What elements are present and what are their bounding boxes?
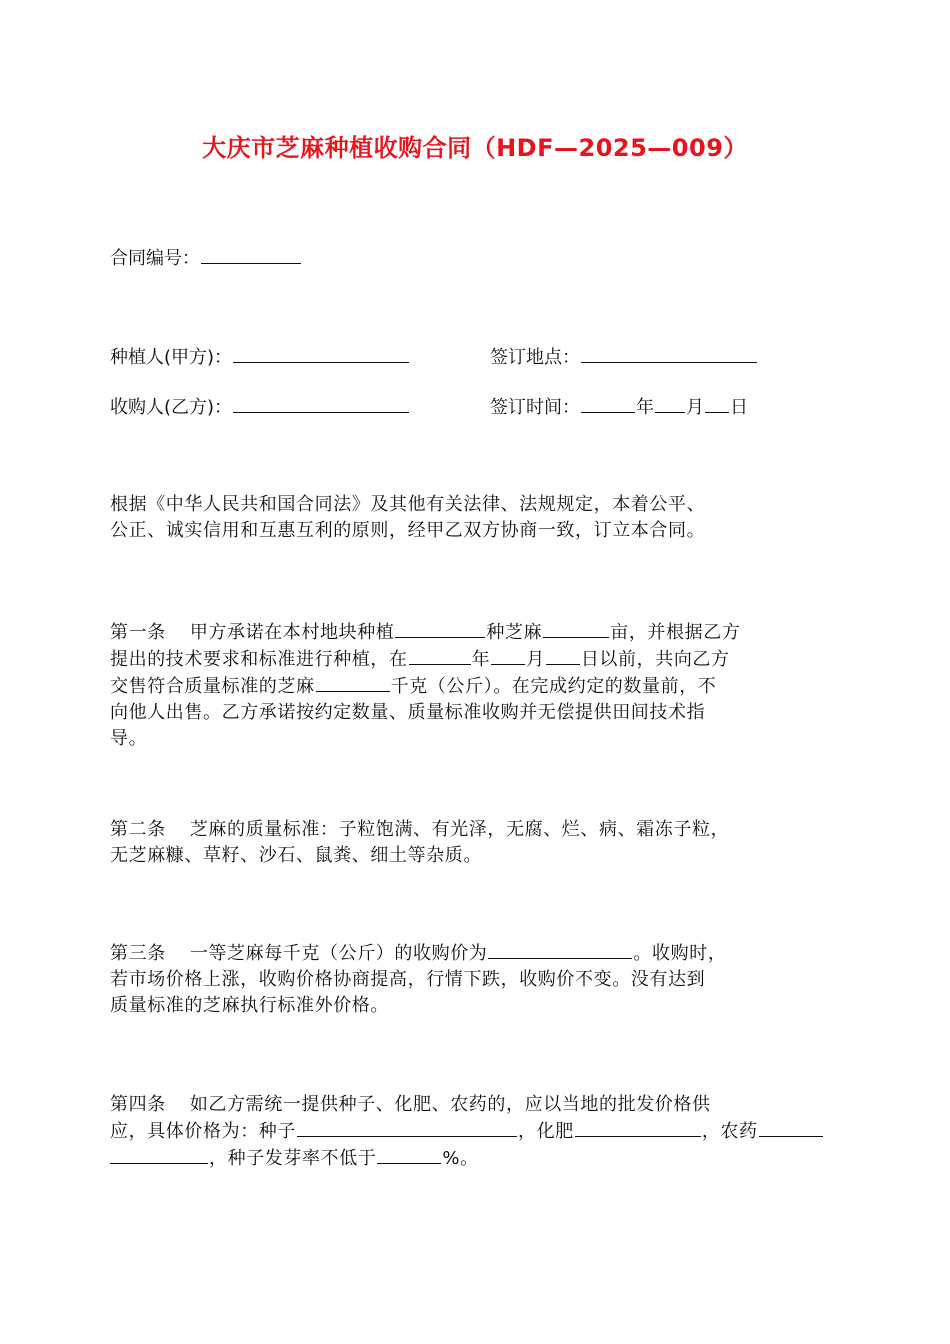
article-1-text: 月 (526, 649, 545, 670)
article-1-text: 日以前，共向乙方 (580, 649, 730, 670)
preamble-paragraph (110, 492, 842, 544)
article-3-text: 。收购时， (633, 943, 727, 964)
article-1-line-1 (110, 619, 842, 646)
month-label: 月 (686, 397, 704, 418)
area-blank[interactable] (543, 619, 609, 638)
article-3 (110, 940, 842, 1019)
article-1-text: 提出的技术要求和标准进行种植，在 (110, 649, 408, 670)
article-1-text: 亩，并根据乙方 (610, 622, 741, 643)
article-1-line-4: 向他人出售。乙方承诺按约定数量、质量标准收购并无偿提供田间技术指 (110, 702, 706, 723)
article-1-label: 第一条 (110, 622, 166, 643)
article-4-line-2 (110, 1118, 842, 1145)
sign-day-blank[interactable] (705, 394, 729, 413)
sign-time-label: 签订时间： (490, 397, 580, 418)
article-1-text: 年 (471, 649, 491, 670)
article-1-text: 交售符合质量标准的芝麻 (110, 676, 315, 697)
delivery-year-blank[interactable] (409, 646, 471, 665)
delivery-day-blank[interactable] (546, 646, 580, 665)
article-1 (110, 619, 842, 752)
article-3-label: 第三条 (110, 943, 166, 964)
quantity-blank[interactable] (316, 673, 390, 692)
variety-blank[interactable] (395, 619, 485, 638)
article-1-text: 千克（公斤）。在完成约定的数量前，不 (390, 676, 717, 697)
article-2-text: 芝麻的质量标准：子粒饱满、有光泽，无腐、烂、病、霜冻子粒， (189, 819, 730, 840)
seed-price-blank[interactable] (297, 1118, 517, 1137)
sign-year-blank[interactable] (581, 394, 635, 413)
article-2-line-1 (110, 817, 842, 843)
year-label: 年 (636, 397, 654, 418)
planter-label: 种植人(甲方)： (110, 347, 233, 368)
article-4-text: ，化肥 (518, 1121, 574, 1142)
article-2-line-2: 无芝麻糠、草籽、沙石、鼠粪、细土等杂质。 (110, 845, 482, 866)
pesticide-price-blank[interactable] (759, 1118, 823, 1137)
fertilizer-price-blank[interactable] (575, 1118, 701, 1137)
planter-blank[interactable] (233, 344, 409, 363)
article-1-text: 甲方承诺在本村地块种植 (189, 622, 395, 643)
preamble-line-2: 公正、诚实信用和互惠互利的原则，经甲乙双方协商一致，订立本合同。 (110, 520, 706, 541)
germination-rate-blank[interactable] (377, 1145, 441, 1164)
sign-place-blank[interactable] (581, 344, 757, 363)
article-2-label: 第二条 (110, 819, 166, 840)
article-4-line-3 (110, 1145, 842, 1172)
article-4-line-1 (110, 1092, 842, 1118)
article-3-text: 一等芝麻每千克（公斤）的收购价为 (189, 943, 488, 964)
article-1-line-2 (110, 646, 842, 673)
article-4-label: 第四条 (110, 1094, 166, 1115)
article-4 (110, 1092, 842, 1172)
preamble-line-1: 根据《中华人民共和国合同法》及其他有关法律、法规规定，本着公平、 (110, 494, 706, 515)
planter-line (110, 344, 410, 371)
article-1-text: 种芝麻 (486, 622, 543, 643)
sign-time-line (490, 394, 748, 421)
contract-number-line (110, 245, 302, 272)
article-3-line-3: 质量标准的芝麻执行标准外价格。 (110, 995, 389, 1016)
sign-place-line (490, 344, 758, 371)
article-2 (110, 817, 842, 869)
article-4-text: 应，具体价格为：种子 (110, 1121, 296, 1142)
article-4-text: 如乙方需统一提供种子、化肥、农药的，应以当地的批发价格供 (189, 1094, 711, 1115)
article-4-text: ，农药 (701, 1121, 758, 1142)
delivery-month-blank[interactable] (491, 646, 525, 665)
article-3-line-1 (110, 940, 842, 967)
document-title: 大庆市芝麻种植收购合同（HDF—2025—009） (202, 134, 748, 162)
article-4-text: ，种子发芽率不低于 (209, 1148, 377, 1169)
sign-place-label: 签订地点： (490, 347, 580, 368)
article-1-line-3 (110, 673, 842, 700)
article-4-text: %。 (442, 1148, 479, 1169)
price-blank[interactable] (488, 940, 632, 959)
buyer-blank[interactable] (233, 394, 409, 413)
sign-month-blank[interactable] (655, 394, 685, 413)
contract-number-label: 合同编号： (110, 248, 200, 269)
buyer-line (110, 394, 410, 421)
buyer-label: 收购人(乙方)： (110, 397, 233, 418)
article-3-line-2: 若市场价格上涨，收购价格协商提高，行情下跌，收购价不变。没有达到 (110, 969, 706, 990)
contract-number-blank[interactable] (201, 245, 301, 264)
article-1-line-5: 导。 (110, 728, 148, 749)
pesticide-price-blank-cont[interactable] (110, 1145, 208, 1164)
day-label: 日 (730, 397, 748, 418)
